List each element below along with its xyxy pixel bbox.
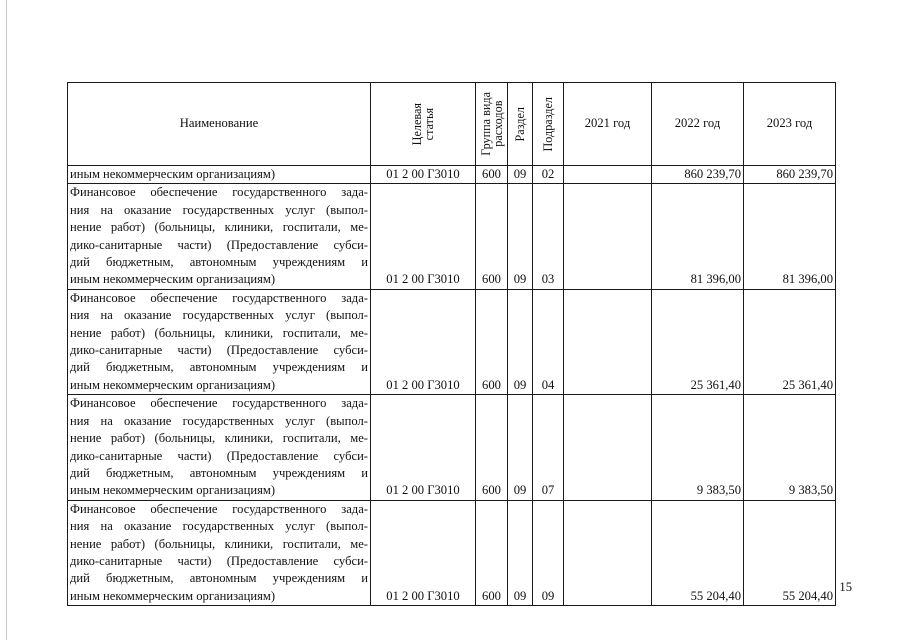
cell-2022-value: 55 204,40 xyxy=(690,588,741,603)
cell-name xyxy=(68,166,371,184)
cell-section-value: 09 xyxy=(513,272,527,287)
name-line: ния на оказание государственных услуг (выпол- xyxy=(70,519,368,534)
cell-expense-group-value: 600 xyxy=(482,167,501,181)
name-line: нение работ) (больницы, клиники, госпитали, ме- xyxy=(70,220,368,235)
cell-2023-value: 81 396,00 xyxy=(782,272,833,287)
name-line: дико-санитарные части) (Предоставление субси- xyxy=(70,553,368,568)
cell-expense-group xyxy=(476,395,508,500)
col-header-2022: 2022 год xyxy=(652,83,744,166)
name-line: дико-санитарные части) (Предоставление субси- xyxy=(70,237,368,252)
table-row xyxy=(68,500,836,605)
cell-2021 xyxy=(564,395,652,500)
name-line: иным некоммерческим организациям) xyxy=(70,167,276,181)
table-header-row xyxy=(68,83,836,166)
cell-2023 xyxy=(744,166,836,184)
cell-2022 xyxy=(652,166,744,184)
cell-subsection-value: 04 xyxy=(541,377,555,392)
table-body xyxy=(68,166,836,606)
col-header-expense-group-label: Группа вида расходов xyxy=(478,92,505,156)
name-line: иным некоммерческим организациям) xyxy=(70,377,276,392)
cell-expense-group-value: 600 xyxy=(482,483,501,498)
cell-subsection xyxy=(533,166,564,184)
name-line: Финансовое обеспечение государственного зада- xyxy=(70,290,368,305)
cell-subsection xyxy=(533,184,564,289)
cell-section xyxy=(508,395,533,500)
name-line: Финансовое обеспечение государственного зада- xyxy=(70,396,368,411)
cell-section xyxy=(508,166,533,184)
table-row xyxy=(68,395,836,500)
name-line: иным некоммерческим организациям) xyxy=(70,272,276,287)
col-header-2023: 2023 год xyxy=(744,83,836,166)
cell-2022-value: 9 383,50 xyxy=(696,483,741,498)
cell-section-value: 09 xyxy=(513,167,527,181)
cell-expense-group xyxy=(476,500,508,605)
cell-2021 xyxy=(564,289,652,394)
name-line: нение работ) (больницы, клиники, госпитали, ме- xyxy=(70,431,368,446)
cell-subsection-value: 03 xyxy=(541,272,555,287)
col-header-subsection-label: Подраздел xyxy=(541,96,555,152)
cell-section xyxy=(508,184,533,289)
table-row xyxy=(68,166,836,184)
cell-expense-group xyxy=(476,166,508,184)
col-header-target-article xyxy=(371,83,476,166)
cell-subsection xyxy=(533,289,564,394)
name-line: ния на оказание государственных услуг (выпол- xyxy=(70,202,368,217)
name-line: Финансовое обеспечение государственного зада- xyxy=(70,501,368,516)
cell-target-article-value: 01 2 00 Г3010 xyxy=(386,483,460,498)
cell-target-article xyxy=(371,166,476,184)
budget-table xyxy=(67,82,836,606)
cell-section xyxy=(508,500,533,605)
cell-subsection xyxy=(533,395,564,500)
cell-subsection xyxy=(533,500,564,605)
cell-2021 xyxy=(564,166,652,184)
cell-2022-value: 860 239,70 xyxy=(684,167,741,181)
cell-2023 xyxy=(744,289,836,394)
col-header-target-article-label: Целевая статья xyxy=(410,102,436,146)
cell-subsection-value: 07 xyxy=(541,483,555,498)
name-line: Финансовое обеспечение государственного зада- xyxy=(70,185,368,200)
table-row xyxy=(68,184,836,289)
cell-2022-value: 25 361,40 xyxy=(690,377,741,392)
name-line: иным некоммерческим организациям) xyxy=(70,483,276,498)
name-line: иным некоммерческим организациям) xyxy=(70,588,276,603)
name-line: нение работ) (больницы, клиники, госпитали, ме- xyxy=(70,536,368,551)
cell-target-article xyxy=(371,289,476,394)
cell-2022-value: 81 396,00 xyxy=(690,272,741,287)
cell-target-article-value: 01 2 00 Г3010 xyxy=(386,588,460,603)
cell-2022 xyxy=(652,500,744,605)
name-line: дий бюджетным, автономным учреждениям и xyxy=(70,465,368,480)
cell-expense-group-value: 600 xyxy=(482,377,501,392)
cell-target-article-value: 01 2 00 Г3010 xyxy=(386,167,460,181)
cell-target-article xyxy=(371,395,476,500)
cell-2023 xyxy=(744,395,836,500)
name-line: нение работ) (больницы, клиники, госпитали, ме- xyxy=(70,325,368,340)
col-header-name: Наименование xyxy=(68,83,371,166)
cell-2023-value: 25 361,40 xyxy=(782,377,833,392)
cell-section xyxy=(508,289,533,394)
cell-name xyxy=(68,500,371,605)
name-line: дий бюджетным, автономным учреждениям и xyxy=(70,571,368,586)
cell-section-value: 09 xyxy=(513,483,527,498)
cell-name xyxy=(68,395,371,500)
cell-section-value: 09 xyxy=(513,377,527,392)
cell-expense-group xyxy=(476,289,508,394)
cell-2022 xyxy=(652,395,744,500)
cell-subsection-value: 02 xyxy=(541,167,555,181)
name-line: дий бюджетным, автономным учреждениям и xyxy=(70,360,368,375)
cell-2021 xyxy=(564,184,652,289)
table-row xyxy=(68,289,836,394)
name-line: ния на оказание государственных услуг (выпол- xyxy=(70,413,368,428)
page-number: 15 xyxy=(839,580,852,594)
cell-target-article xyxy=(371,500,476,605)
cell-name xyxy=(68,289,371,394)
cell-subsection-value: 09 xyxy=(541,588,555,603)
col-header-section xyxy=(508,83,533,166)
col-header-expense-group xyxy=(476,83,508,166)
cell-2023-value: 9 383,50 xyxy=(788,483,833,498)
cell-2021 xyxy=(564,500,652,605)
cell-expense-group-value: 600 xyxy=(482,588,501,603)
cell-expense-group xyxy=(476,184,508,289)
cell-target-article xyxy=(371,184,476,289)
scan-edge-line xyxy=(6,0,7,640)
cell-section-value: 09 xyxy=(513,588,527,603)
col-header-section-label: Раздел xyxy=(513,106,527,142)
col-header-2021: 2021 год xyxy=(564,83,652,166)
cell-target-article-value: 01 2 00 Г3010 xyxy=(386,377,460,392)
cell-target-article-value: 01 2 00 Г3010 xyxy=(386,272,460,287)
name-line: дий бюджетным, автономным учреждениям и xyxy=(70,255,368,270)
cell-2022 xyxy=(652,289,744,394)
cell-2023-value: 55 204,40 xyxy=(782,588,833,603)
cell-2023 xyxy=(744,184,836,289)
cell-2023-value: 860 239,70 xyxy=(776,167,833,181)
cell-2022 xyxy=(652,184,744,289)
name-line: дико-санитарные части) (Предоставление субси- xyxy=(70,343,368,358)
name-line: ния на оказание государственных услуг (выпол- xyxy=(70,308,368,323)
cell-name xyxy=(68,184,371,289)
name-line: дико-санитарные части) (Предоставление субси- xyxy=(70,448,368,463)
col-header-subsection xyxy=(533,83,564,166)
cell-expense-group-value: 600 xyxy=(482,272,501,287)
